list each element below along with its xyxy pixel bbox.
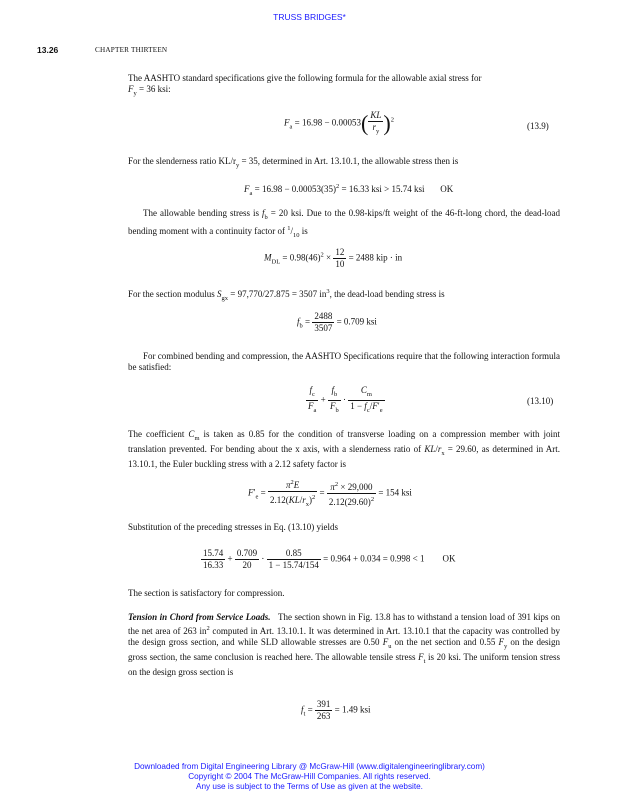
equation-allowable-stress: $F_a = 16.98 - 0.00053(35)^2 = 16.33$ ksi > 15.74 ksi OK: [244, 183, 454, 197]
paragraph-conclusion: The section is satisfactory for compression.: [128, 588, 285, 598]
paragraph-coefficient: The coefficient $C_m$ is taken as 0.85 for the condition of transverse loading on a compression member with joint translation prevented. For bending about the x axis, with a slenderness ratio of $KL/r_x = 29.60$, as determined in Art. 13.10.1, the Euler buckling stress with a 2.12 safety factor is: [128, 429, 561, 469]
footer-terms: Any use is subject to the Terms of Use as given at the website.: [196, 782, 423, 791]
section-heading-tension: Tension in Chord from Service Loads.: [128, 612, 271, 622]
equation-number-13-10: (13.10): [527, 396, 554, 406]
paragraph-bending: The allowable bending stress is $f_b = 20$ ksi. Due to the 0.98-kips/ft weight of the 46-ft-long chord, the dead-load bending moment with a continuity factor of $^1/_{10}$ is: [128, 208, 561, 239]
paragraph-section-modulus: For the section modulus $S_{gx} = 97,770/27.875 = 3507$ $in^3$, the dead-load bending stress is: [128, 288, 445, 302]
paragraph-substitution: Substitution of the preceding stresses in Eq. (13.10) yields: [128, 522, 338, 532]
ok-label-2: OK: [442, 553, 456, 564]
equation-dead-load-moment: $M_{DL} = 0.98(46)^2$ × $\frac{12}{10}$ = 2488 kip · in: [264, 247, 403, 269]
chapter-label: CHAPTER THIRTEEN: [95, 46, 168, 54]
page-number: 13.26: [37, 45, 59, 55]
paragraph-tension: Tension in Chord from Service Loads. The section shown in Fig. 13.8 has to withstand a tension load of 391 kips on the net area of 263 $in^2$ computed in Art. 13.10.1. It was determined in Art. 13.10.1 that the capacity was controlled by the design gross section, and while SLD allowable stresses are 0.50 $F_u$ on the net section and 0.55 $F_y$ on the design gross section, the same conclusion is reached here. The allowable tensile stress $F_t$ is 20 ksi. The uniform tension stress on the design gross section is: [128, 612, 561, 677]
equation-13-9: $F_a = 16.98 - 0.00053$( $\frac{KL}{r_y}$ )$^2$: [284, 110, 394, 136]
footer-copyright: Copyright © 2004 The McGraw-Hill Companies. All rights reserved.: [188, 772, 431, 781]
equation-tension-stress: $f_t$ = $\frac{391}{263}$ = 1.49 ksi: [301, 699, 371, 721]
paragraph-interaction: For combined bending and compression, the AASHTO Specifications require that the following interaction formula be satisfied:: [128, 351, 560, 372]
equation-number-13-9: (13.9): [527, 121, 549, 131]
paragraph-slenderness: For the slenderness ratio $KL/r_y = 35$, determined in Art. 13.10.1, the allowable stress then is: [128, 156, 459, 169]
ok-label: OK: [440, 184, 454, 194]
paragraph-intro: The AASHTO standard specifications give the following formula for the allowable axial stress for $F_y = 36$ ksi:: [128, 73, 482, 97]
running-header-title: TRUSS BRIDGES*: [273, 12, 346, 22]
footer-download-link[interactable]: Downloaded from Digital Engineering Library @ McGraw-Hill (www.digitalengineeringlibrary.com): [134, 762, 485, 771]
equation-substitution: $\frac{15.74}{16.33}$ + $\frac{0.709}{20}$ · $\frac{0.85}{1 - 15.74/154}$ = 0.964 + 0.034 = 0.998 < 1 OK: [203, 548, 456, 570]
equation-13-10: $\frac{f_c}{F_a}$ + $\frac{f_b}{F_b}$ · $\frac{C_m}{1 - f_c/F'_e}$: [308, 385, 383, 414]
equation-bending-stress: $f_b$ = $\frac{2488}{3507}$ = 0.709 ksi: [297, 311, 377, 333]
equation-euler-buckling: $F'_e$ = $\frac{\pi^2E}{2.12(KL/r_x)^2}$ = $\frac{\pi^2 \times 29,000}{2.12(29.60)^2}$ = 154 ksi: [248, 479, 412, 508]
